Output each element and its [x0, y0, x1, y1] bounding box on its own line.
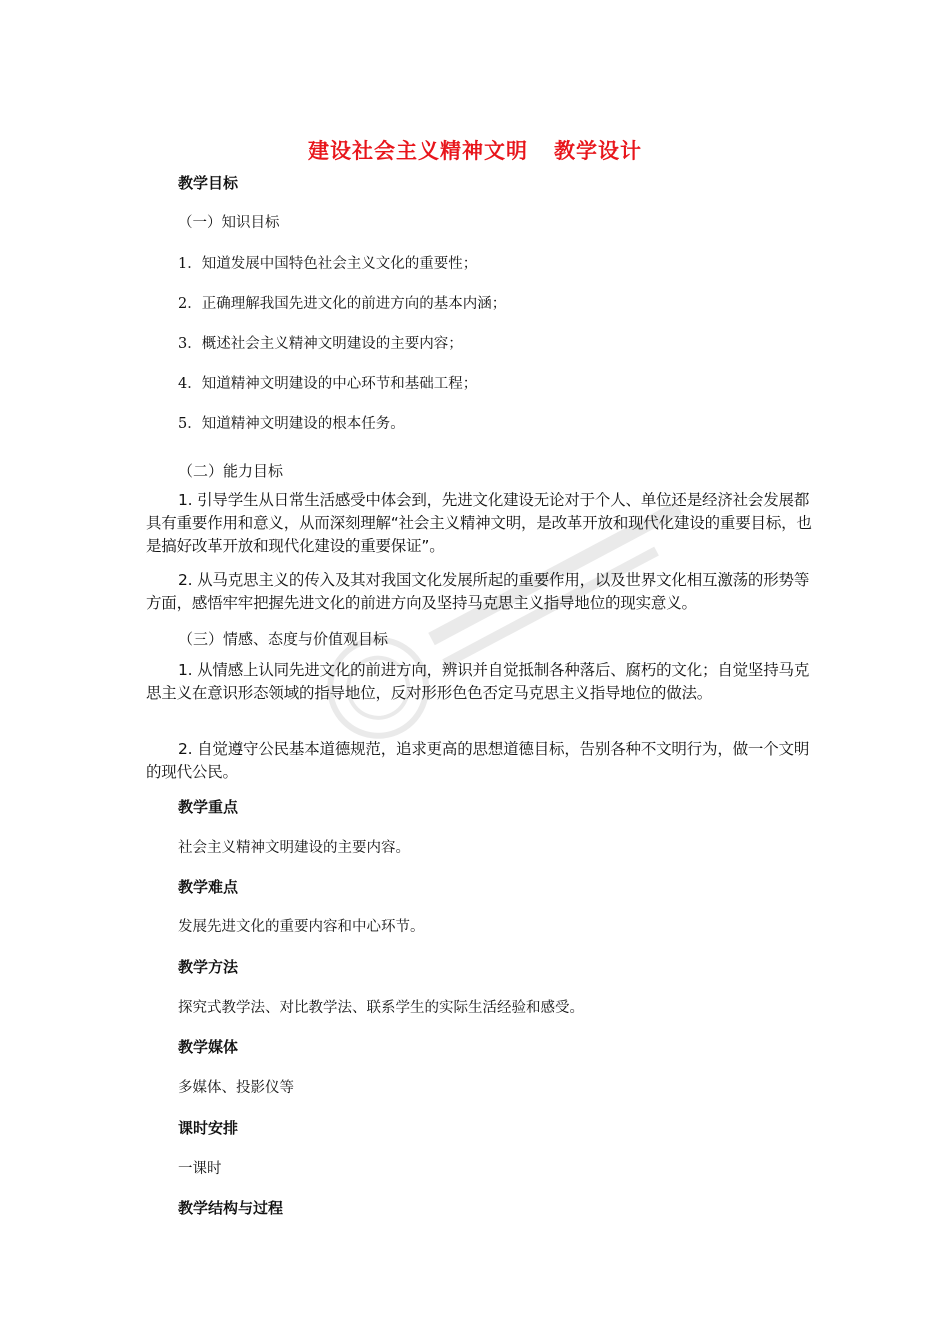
objectives-heading: 教学目标 [178, 174, 239, 192]
knowledge-item-3: 3．概述社会主义精神文明建设的主要内容； [178, 336, 463, 352]
difficulty-heading: 教学难点 [178, 878, 239, 896]
method-text: 探究式教学法、对比教学法、联系学生的实际生活经验和感受。 [178, 1000, 584, 1016]
emotion-heading: （三）情感、态度与价值观目标 [178, 630, 389, 648]
knowledge-item-5: 5．知道精神文明建设的根本任务。 [178, 416, 405, 432]
structure-heading: 教学结构与过程 [178, 1199, 284, 1217]
media-heading: 教学媒体 [178, 1038, 239, 1056]
ability-para-2: 2. 从马克思主义的传入及其对我国文化发展所起的重要作用，以及世界文化相互激荡的形势等方面，感悟牢牢把握先进文化的前进方向及坚持马克思主义指导地位的现实意义。 [146, 571, 810, 612]
title-suffix: 教学设计 [554, 139, 642, 163]
knowledge-item-2: 2．正确理解我国先进文化的前进方向的基本内涵； [178, 296, 507, 312]
method-heading: 教学方法 [178, 958, 239, 976]
media-text: 多媒体、投影仪等 [178, 1080, 294, 1096]
schedule-heading: 课时安排 [178, 1119, 239, 1137]
knowledge-heading: （一）知识目标 [178, 215, 280, 231]
key-point-text: 社会主义精神文明建设的主要内容。 [178, 840, 410, 856]
key-point-heading: 教学重点 [178, 798, 239, 816]
ability-heading: （二）能力目标 [178, 462, 284, 480]
emotion-para-1: 1. 从情感上认同先进文化的前进方向，辨识并自觉抵制各种落后、腐朽的文化；自觉坚持马克思主义在意识形态领域的指导地位，反对形形色色否定马克思主义指导地位的做法。 [146, 661, 810, 702]
emotion-para-2: 2. 自觉遵守公民基本道德规范，追求更高的思想道德目标，告别各种不文明行为，做一个文明的现代公民。 [146, 740, 810, 781]
knowledge-item-4: 4．知道精神文明建设的中心环节和基础工程； [178, 376, 478, 392]
title-main: 建设社会主义精神文明 [308, 139, 528, 163]
difficulty-text: 发展先进文化的重要内容和中心环节。 [178, 919, 425, 935]
ability-para-1: 1. 引导学生从日常生活感受中体会到，先进文化建设无论对于个人、单位还是经济社会发展都具有重要作用和意义，从而深刻理解“社会主义精神文明，是改革开放和现代化建设的重要目标，也是搞好改革开放和现代化建设的重要保证”。 [146, 491, 812, 555]
knowledge-item-1: 1．知道发展中国特色社会主义文化的重要性； [178, 256, 478, 272]
schedule-text: 一课时 [178, 1161, 222, 1177]
document-title [0, 135, 950, 165]
